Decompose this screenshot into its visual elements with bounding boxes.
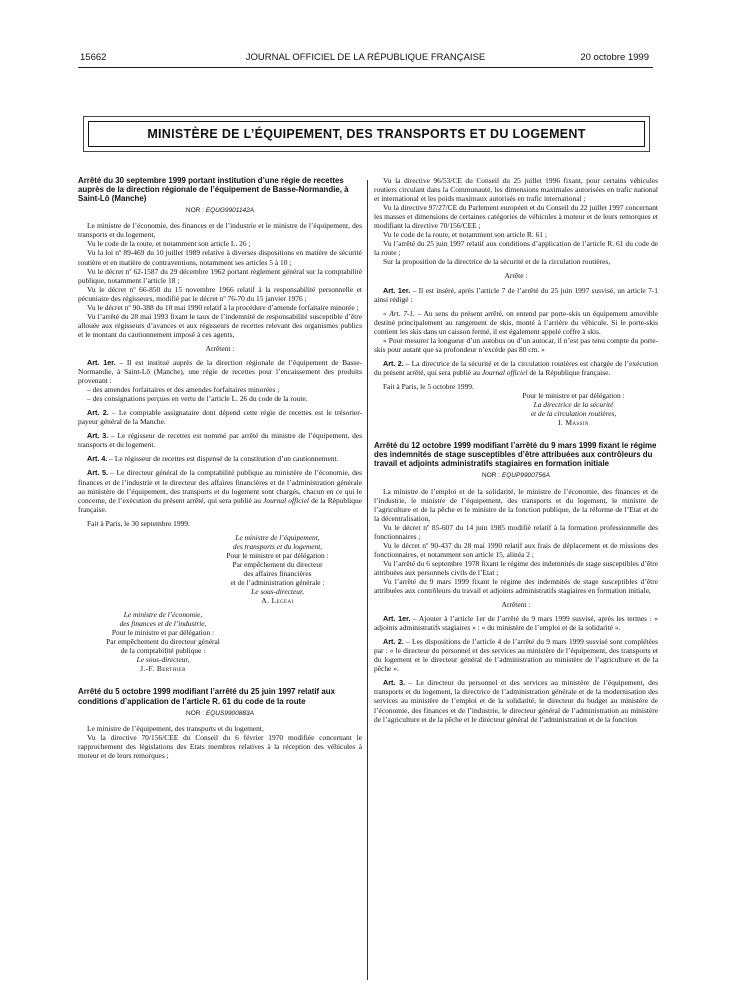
signatory-name: I. Massin bbox=[558, 418, 589, 428]
delegation-line: Pour le ministre et par délégation : bbox=[111, 628, 215, 638]
article-4 bbox=[78, 454, 362, 463]
article-3 bbox=[374, 678, 658, 723]
article-text: – Le directeur général de la comptabilité publique au ministère de l’économie, des finances et de l’industrie et le directeur des affaires financières et de l’administration générale au ministère de l’équipement, des transports et du logement sont chargés, chacun en ce qui le concerne, de l’exécution du présent arrêté, qui sera publié au bbox=[78, 468, 362, 505]
paragraph: Vu le décret nº 90-437 du 28 mai 1990 relatif aux frais de déplacement et de missions des fonctionnaires, et notamment son article 15, alinéa 2 ; bbox=[374, 540, 658, 559]
signatory-name: A. Legeai bbox=[261, 596, 294, 606]
quoted-article bbox=[374, 309, 658, 336]
signatory-role: Le sous-directeur, bbox=[136, 655, 190, 665]
nor-label: NOR : bbox=[482, 472, 502, 480]
article-label: Art. 5. bbox=[87, 468, 108, 478]
paragraph: Vu l’arrêté du 9 mars 1999 fixant le régime des indemnités de stage susceptibles d’être attribuées aux contrôleurs du travail et adjoints administratifs stagiaires en formation initiale, bbox=[374, 576, 658, 596]
paragraph: Le ministre de l’équipement, des transports et du logement, bbox=[87, 723, 264, 733]
paragraph: Vu le code de la route, et notamment son article L. 26 ; bbox=[87, 239, 251, 249]
paragraph: Vu l’arrêté du 25 juin 1997 relatif aux conditions d’application de l’article R. 61 du code de la route ; bbox=[374, 239, 658, 258]
nor-reference bbox=[78, 206, 362, 215]
signatory-role: Le sous-directeur, bbox=[251, 587, 304, 597]
article-label: Art. 4. bbox=[87, 454, 108, 464]
delegation-line: Par empêchement du directeur bbox=[232, 559, 323, 569]
article-text: – Ajouter à l’article 1er de l’arrêté du 9 mars 1999 susvisé, après les termes : « adjoints administratifs stagiaires » : « du ministère de l’emploi et de la solidarité ». bbox=[374, 614, 658, 633]
ministry-heading-text: MINISTÈRE DE L’ÉQUIPEMENT, DES TRANSPORTS ET DU LOGEMENT bbox=[147, 127, 586, 141]
list-item: – des consignations perçues en vertu de l’article L. 26 du code de la route. bbox=[87, 394, 308, 404]
column-divider bbox=[367, 180, 368, 980]
decree-title: Arrêté du 30 septembre 1999 portant institution d’une régie de recettes auprès de la direction régionale de l’équipement de Basse-Normandie, à Saint-Lô (Manche) bbox=[78, 176, 349, 204]
paragraph: Vu le décret nº 85-607 du 14 juin 1985 modifié relatif à la formation professionnelle des fonctionnaires ; bbox=[374, 522, 658, 541]
page-number: 15662 bbox=[80, 52, 107, 63]
article-2 bbox=[78, 408, 362, 426]
article-text: – Il est inséré, après l’article 7 de l’arrêté du 25 juin 1997 susvisé, un article 7-1 ainsi rédigé : bbox=[374, 285, 658, 304]
paragraph: Vu l’arrêté du 28 mai 1993 fixant le taux de l’indemnité de responsabilité susceptible d’être allouée aux régisseurs d’avances et aux régisseurs de recettes relevant des organismes publics et le montant du cautionnement imposé à ces agents, bbox=[78, 311, 362, 339]
signature-block bbox=[193, 533, 362, 605]
signatory-role: La directrice de la sécurité bbox=[533, 400, 614, 410]
right-column bbox=[374, 176, 658, 724]
delegation-line: Par empêchement du directeur général bbox=[106, 637, 220, 647]
journal-title: JOURNAL OFFICIEL DE LA RÉPUBLIQUE FRANÇAISE bbox=[245, 52, 486, 63]
delegation-line: et de l’administration générale : bbox=[230, 577, 325, 587]
article-label: Art. 2. bbox=[383, 358, 404, 368]
issue-date: 20 octobre 1999 bbox=[580, 52, 649, 63]
decree-title: Arrêté du 12 octobre 1999 modifiant l’arrêté du 9 mars 1999 fixant le régime des indemnités de stage susceptibles d’être attribuées aux contrôleurs du travail et adjoints administratifs stagiaires en formation initiale bbox=[374, 441, 657, 469]
quoted-article-text: – Au sens du présent arrêté, on entend par porte-skis un équipement amovible destiné principalement au rangement de skis, monté à l’arrière du véhicule. Si le porte-skis contient les skis dans un caisson fermé, il est également appelé coffre à skis. bbox=[374, 308, 658, 336]
quoted-paragraph: « Pour mesurer la longueur d’un autobus ou d’un autocar, il n’est pas tenu compte du porte-skis pour autant que sa profondeur n’excède pas 80 cm. » bbox=[374, 335, 658, 354]
signatory-role: Le ministre de l’équipement, bbox=[235, 532, 320, 542]
article-text: – Le régisseur de recettes est nommé par arrêté du ministre de l’équipement, des transports et du logement. bbox=[78, 431, 362, 450]
paragraph: La ministre de l’emploi et de la solidarité, le ministre de l’économie, des finances et de l’industrie, le ministre de l’équipement, des transports et du logement, le ministre de l’agriculture et de la pêche et le ministre de la fonction publique, de la réforme de l’Etat et de la décentralisation, bbox=[374, 486, 658, 523]
nor-code: EQUP9900756A bbox=[501, 472, 550, 480]
article-text: – Le directeur du personnel et des services au ministère de l’équipement, des transports et du logement, la directrice de l’administration générale et de la modernisation des services au ministère de l’emploi et de la solidarité, le directeur du budget au ministère de l’économie, des finances et de l’industrie, le directeur général de l’administration au ministère de l’agriculture et de la pêche et le directeur général de l’administration et de la fonction bbox=[374, 678, 658, 724]
arretent-heading: Arrêtent : bbox=[205, 343, 235, 353]
arrete-heading: Arrête : bbox=[504, 271, 528, 281]
paragraph: Vu le décret nº 66-850 du 15 novembre 1966 relatif à la responsabilité personnelle et pécuniaire des régisseurs, modifié par le décret nº 76-70 du 15 janvier 1976 ; bbox=[78, 284, 362, 303]
paragraph: Le ministre de l’économie, des finances et de l’industrie et le ministre de l’équipement, des transports et du logement, bbox=[78, 221, 362, 240]
signature-block bbox=[489, 391, 658, 427]
signatory-role: des finances et de l’industrie, bbox=[119, 619, 207, 629]
paragraph: Vu le code de la route, et notamment son article R. 61 ; bbox=[383, 230, 547, 240]
signing-place-date: Fait à Paris, le 5 octobre 1999. bbox=[383, 381, 474, 391]
paragraph: Vu la directive 96/53/CE du Conseil du 25 juillet 1996 fixant, pour certains véhicules routiers circulant dans la Communauté, les dimensions maximales autorisées en trafic national et international et les poids maximaux autorisés en trafic international ; bbox=[374, 176, 658, 204]
article-text: – Les dispositions de l’article 4 de l’arrêté du 9 mars 1999 susvisé sont complétées par : « le directeur du personnel et des services au ministère de l’équipement, des transports et du logement et le directeur général de l’administration au ministère de l’agriculture et de la pêche ». bbox=[374, 637, 658, 674]
article-2 bbox=[374, 359, 658, 377]
nor-label: NOR : bbox=[186, 709, 206, 717]
arretent-heading: Arrêtent : bbox=[501, 600, 531, 610]
article-label: Art. 3. bbox=[383, 678, 406, 688]
article-text: – La directrice de la sécurité et de la circulation routières est chargée de l’exécution du présent arrêté, qui sera publié au bbox=[374, 358, 658, 377]
article-label: Art. 1er. bbox=[383, 285, 411, 295]
delegation-line: de la comptabilité publique : bbox=[120, 646, 206, 656]
signing-place-date: Fait à Paris, le 30 septembre 1999. bbox=[87, 518, 190, 528]
nor-reference bbox=[374, 471, 658, 480]
article-1 bbox=[374, 286, 658, 304]
nor-label: NOR : bbox=[185, 207, 206, 215]
running-header bbox=[0, 50, 731, 64]
article-text: – Le régisseur de recettes est dispensé de la constitution d’un cautionnement. bbox=[107, 454, 339, 464]
decree-title: Arrêté du 5 octobre 1999 modifiant l’arrêté du 25 juin 1997 relatif aux conditions d’application de l’article R. 61 du code de la route bbox=[78, 687, 335, 706]
nor-code: EQUS9900883A bbox=[205, 709, 254, 717]
article-2 bbox=[374, 637, 658, 673]
paragraph: Vu la directive 70/156/CEE du Conseil du 6 février 1970 modifiée concernant le rapprochement des législations des Etats membres relatives à la réception des véhicules à moteur et de leurs remorques ; bbox=[78, 732, 362, 760]
signature-block bbox=[78, 610, 248, 673]
paragraph: Vu le décret nº 90-388 du 10 mai 1990 relatif à la procédure d’amende forfaitaire minorée ; bbox=[87, 302, 359, 312]
article-text-end: de la République française. bbox=[527, 367, 611, 377]
journal-reference: Journal officiel bbox=[481, 367, 528, 377]
signatory-name: J.-F. Berthier bbox=[140, 664, 186, 674]
list-item: – des amendes forfaitaires et des amendes forfaitaires minorées ; bbox=[87, 385, 280, 395]
signatory-role: des transports et du logement, bbox=[232, 541, 323, 551]
article-label: Art. 2. bbox=[383, 637, 404, 647]
ministry-heading bbox=[88, 121, 645, 147]
article-text: – Le comptable assignataire dont dépend cette régie de recettes est le trésorier-payeur général de la Manche. bbox=[78, 408, 362, 427]
nor-code: EQUG9901142A bbox=[205, 207, 255, 215]
article-1 bbox=[78, 358, 362, 385]
paragraph: Vu la directive 97/27/CE du Parlement européen et du Conseil du 22 juillet 1997 concernant les masses et dimensions de certaines catégories de véhicules à moteur et de leurs remorques et modifiant la directive 70/156/CEE ; bbox=[374, 203, 658, 231]
delegation-line: Pour le ministre et par délégation : bbox=[226, 550, 329, 560]
journal-reference: Journal officiel bbox=[263, 495, 309, 505]
signatory-role: Le ministre de l’économie, bbox=[123, 610, 203, 620]
article-1 bbox=[374, 614, 658, 632]
header-rule bbox=[78, 67, 653, 68]
article-3 bbox=[78, 431, 362, 449]
paragraph: Sur la proposition de la directrice de la sécurité et de la circulation routières, bbox=[383, 257, 611, 267]
article-text-end: de la République française. bbox=[78, 495, 362, 514]
paragraph: Vu le décret nº 62-1587 du 29 décembre 1962 portant règlement général sur la comptabilité publique, notamment l’article 18 ; bbox=[78, 266, 362, 285]
paragraph: Vu l’arrêté du 6 septembre 1978 fixant le régime des indemnités de stage susceptibles d’être attribuées aux personnels civils de l’Etat ; bbox=[374, 558, 658, 577]
paragraph: Vu la loi nº 89-469 du 10 juillet 1989 relative à diverses dispositions en matière de sécurité routière et en matière de contraventions, notamment ses articles 5 à 10 ; bbox=[78, 248, 362, 267]
article-5 bbox=[78, 468, 362, 513]
delegation-line: Pour le ministre et par délégation : bbox=[522, 390, 625, 400]
article-label: Art. 1er. bbox=[383, 614, 411, 624]
delegation-line: des affaires financières bbox=[243, 568, 312, 578]
article-label: Art. 1er. bbox=[87, 357, 116, 367]
signatory-role: et de la circulation routières, bbox=[530, 409, 617, 419]
article-text: – Il est institué auprès de la direction régionale de l’équipement de Basse-Normandie, à Saint-Lô (Manche), une régie de recettes pour l’encaissement des produits provenant : bbox=[78, 357, 362, 386]
left-column bbox=[78, 176, 362, 760]
article-label: Art. 2. bbox=[87, 408, 109, 418]
article-label: Art. 3. bbox=[87, 431, 109, 441]
quoted-article-label: « Art. 7-1. bbox=[383, 308, 415, 318]
nor-reference bbox=[78, 709, 362, 718]
